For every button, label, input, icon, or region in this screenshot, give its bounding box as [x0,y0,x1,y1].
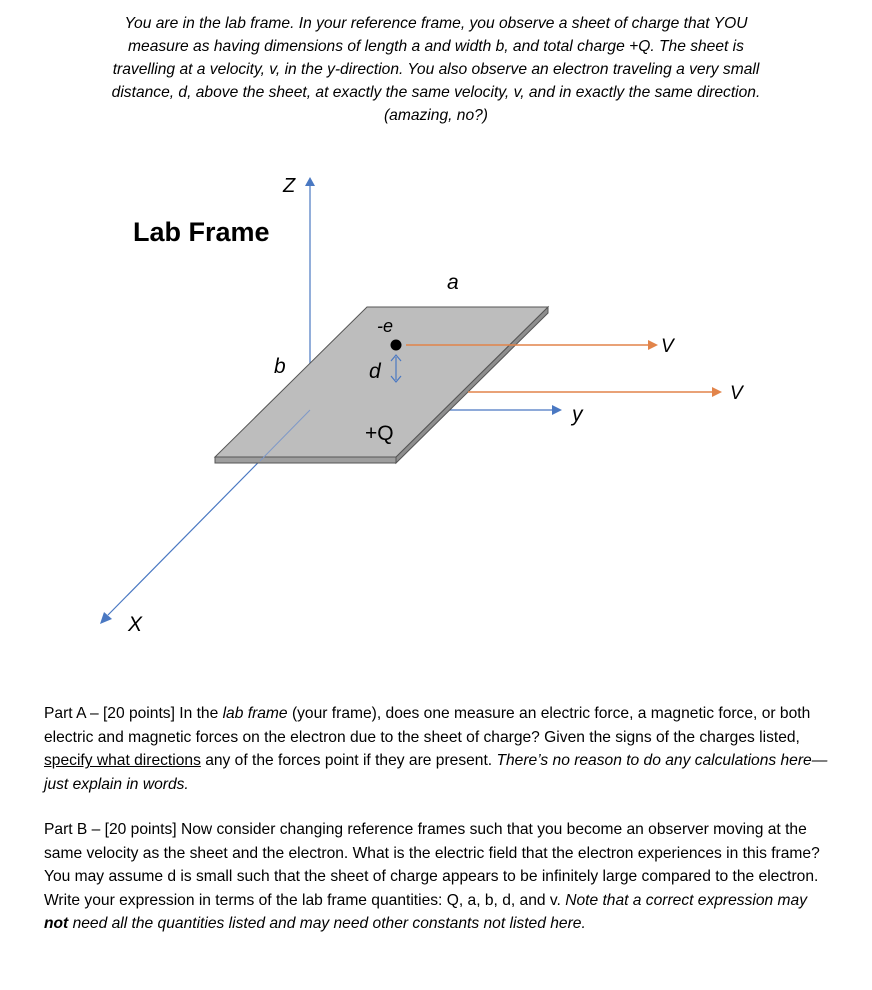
part-b-text: Part B – [20 points] Now consider changing reference frames such that you become an observer moving at the same velocity as the sheet and the electron. What is the electric field that the electron experiences in this frame? You may assume d is small such that the sheet of charge appears to be infinitely large compared to the electron. Write your expression in terms of the lab frame quantities: Q, a, b, d, and v. [44,821,820,909]
z-axis-label: Z [283,175,296,197]
part-a-text: (your frame), does one measure an electric force, a magnetic force, or both electric and magnetic forces on the electron due to the sheet of charge? Given the signs of the charges listed, [44,705,811,746]
electron-label: -e [377,316,394,336]
part-a-text-italic: There’s no reason to do any calculations here—just explain in words. [44,752,828,793]
z-axis-arrowhead [305,177,315,186]
intro-line: travelling at a velocity, v, in the y-direction. You also observe an electron traveling a very small [112,61,760,78]
sheet-side-front [215,457,396,463]
frame-title: Lab Frame [133,217,270,247]
width-label: b [274,355,286,378]
electron-dot [391,340,402,351]
part-a-text-italic: lab frame [222,705,288,722]
part-a-text: any of the forces point if they are present. [200,752,497,770]
part-b-text-italic: need all the quantities listed and may need other constants not listed here. [68,915,586,933]
intro-line: measure as having dimensions of length a and width b, and total charge +Q. The sheet is [128,38,744,55]
intro-line: You are in the lab frame. In your reference frame, you observe a sheet of charge that YOU [124,15,748,32]
sheet-charge-label: +Q [365,422,394,445]
sheet-velocity-label: V [730,383,743,404]
part-b-question [44,818,834,936]
length-label: a [447,271,459,294]
intro-line: distance, d, above the sheet, at exactly the same velocity, v, and in exactly the same direction. [111,84,761,101]
distance-label: d [369,360,381,383]
part-b-text-bold-italic: not [44,915,69,933]
intro-line: (amazing, no?) [383,107,488,124]
sheet-velocity-arrowhead [712,387,722,397]
y-axis-label: y [572,403,583,426]
part-a-question [44,702,834,796]
electron-velocity-label: V [661,336,674,357]
y-axis-arrowhead [552,405,562,415]
electron-velocity-arrowhead [648,340,658,350]
part-b-text-italic: Note that a correct expression may [565,891,807,909]
part-a-text: Part A – [20 points] In the [44,705,223,722]
x-axis-label: X [128,613,143,636]
x-axis-arrowhead [100,612,112,624]
part-a-text-underlined: specify what directions [44,752,201,770]
